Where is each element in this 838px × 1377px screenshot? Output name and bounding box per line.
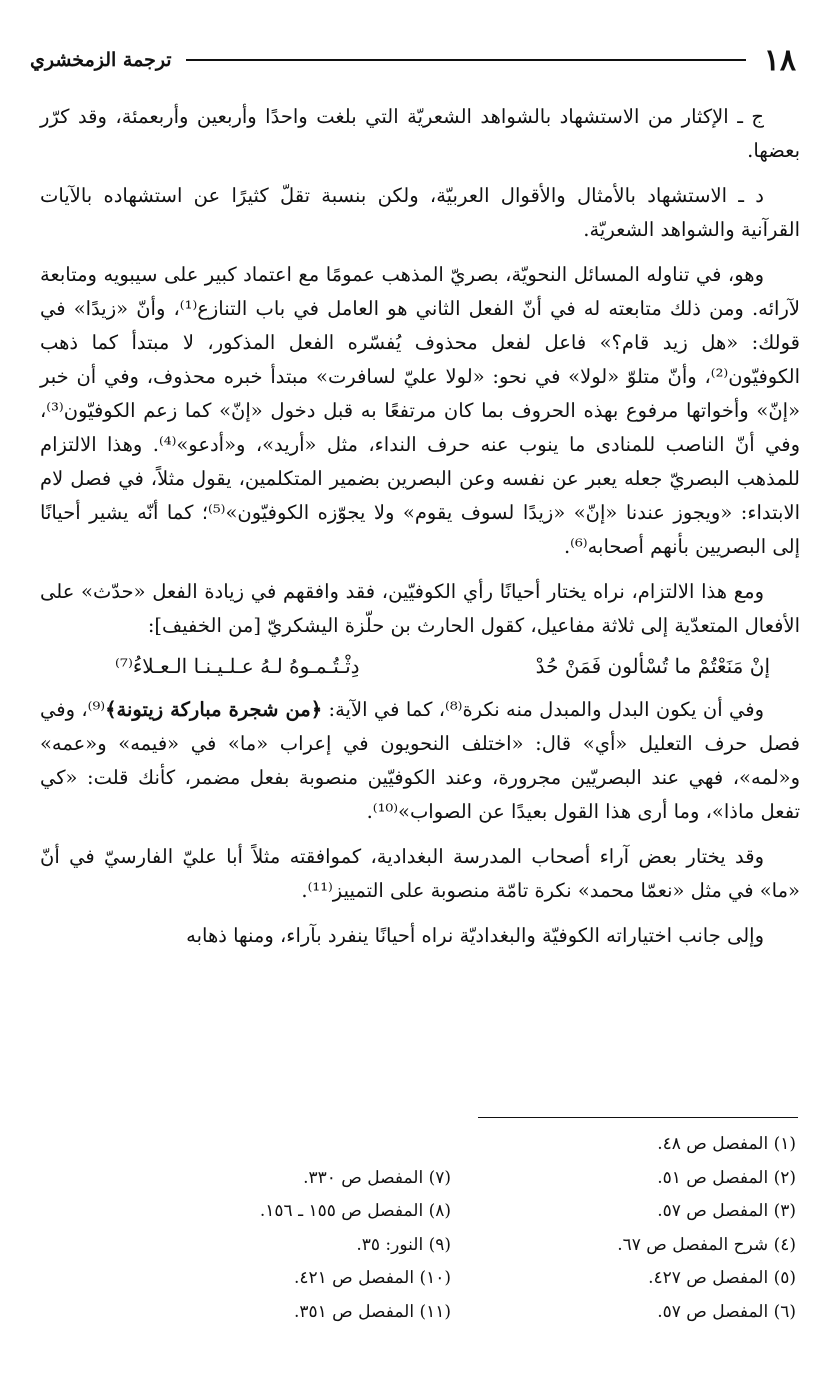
footnote-2: (٢) المفصل ص ٥١. xyxy=(657,1167,796,1188)
running-title: ترجمة الزمخشري xyxy=(30,49,172,71)
footnotes xyxy=(40,1128,796,1329)
footnote-9: (٩) النور: ٣٥. xyxy=(356,1234,451,1255)
footnote-5: (٥) المفصل ص ٤٢٧. xyxy=(648,1268,796,1288)
footnote-11: (١١) المفصل ص ٣٥١. xyxy=(293,1301,451,1322)
paragraph-6: وقد يختار بعض آراء أصحاب المدرسة البغدادية، كموافقته مثلاً أبا عليّ الفارسيّ في أنّ «ما» في مثل «نعمّا محمد» نكرة تامّة منصوبة على التمييز⁽¹¹⁾. xyxy=(40,845,800,902)
paragraph-4: ومع هذا الالتزام، نراه يختار أحيانًا رأي الكوفيّين، فقد وافقهم في زيادة الفعل «حدّث» على الأفعال المتعدّية إلى ثلاثة مفاعيل، كقول الحارث بن حلّزة اليشكريّ [من الخفيف]: xyxy=(40,580,800,637)
paragraph-1: ج ـ الإكثار من الاستشهاد بالشواهد الشعريّة التي بلغت واحدًا وأربعين وأربعمئة، وقد كرّر بعضها. xyxy=(40,105,800,162)
body-text xyxy=(40,100,800,964)
page-header xyxy=(30,40,796,80)
footnote-10: (١٠) المفصل ص ٤٢١. xyxy=(293,1268,451,1288)
header-rule xyxy=(186,59,746,61)
quran-quote: ﴿من شجرة مباركة زيتونة﴾ xyxy=(105,698,323,721)
footnote-1: (١) المفصل ص ٤٨. xyxy=(657,1134,796,1154)
paragraph-5-start: وفي أن يكون البدل والمبدل منه نكرة⁽⁸⁾، كما في الآية: xyxy=(322,698,764,721)
paragraph-5-rest: ⁽⁹⁾، وفي فصل حرف التعليل «أي» قال: «اختلف النحويون في إعراب «ما» في «فيمه» و«عمه» و«لمه»، فهي عند البصريّين مجرورة، وعند الكوفيّين منصوبة بفعل مضمر، كأنك قلت: «كي تفعل ماذا»، وما أرى هذا القول بعيدًا عن الصواب»⁽¹⁰⁾. xyxy=(40,698,800,823)
footnote-8: (٨) المفصل ص ١٥٥ ـ ١٥٦. xyxy=(259,1201,451,1221)
paragraph-5 xyxy=(40,693,800,829)
paragraph-2: د ـ الاستشهاد بالأمثال والأقوال العربيّة، ولكن بنسبة تقلّ كثيرًا عن استشهاده بالآيات القرآنية والشواهد الشعريّة. xyxy=(40,184,800,241)
footnotes-column-2 xyxy=(106,1128,451,1329)
footnotes-column-1 xyxy=(451,1128,796,1329)
page-number: ١٨ xyxy=(763,42,796,78)
verse-first-hemistich: إنْ مَنَعْتُمْ ما تُسْألون فَمَنْ حُدْ xyxy=(535,654,770,678)
footnote-rule xyxy=(478,1117,798,1118)
poetry-verse xyxy=(40,649,800,683)
footnote-6: (٦) المفصل ص ٥٧. xyxy=(657,1301,796,1322)
footnote-7: (٧) المفصل ص ٣٣٠. xyxy=(303,1167,451,1188)
paragraph-7: وإلى جانب اختياراته الكوفيّة والبغداديّة نراه أحيانًا ينفرد بآراء، ومنها ذهابه xyxy=(186,924,764,947)
footnote-3: (٣) المفصل ص ٥٧. xyxy=(657,1201,796,1221)
footnote-4: (٤) شرح المفصل ص ٦٧. xyxy=(617,1234,796,1255)
verse-second-hemistich: دِثْـتُـمـوهُ لـهُ عـلـيـنـا الـعـلاءُ⁽⁷⁾ xyxy=(115,654,360,678)
paragraph-3: وهو، في تناوله المسائل النحويّة، بصريّ المذهب عمومًا مع اعتماد كبير على سيبويه ومتابعة لآرائه. ومن ذلك متابعته له في أنّ الفعل الثاني هو العامل في باب التنازع⁽¹⁾، وأنّ «زيدًا» في قولك: «هل زيد قام؟» فاعل لفعل محذوف يُفسّره الفعل المذكور، لا مبتدأ كما ذهب الكوفيّون⁽²⁾، وأنّ متلوّ «لولا» في نحو: «لولا عليّ لسافرت» مبتدأ خبره محذوف، وفي أن خبر «إنّ» وأخواتها مرفوع بهذه الحروف بما كان مرتفعًا به قبل دخول «إنّ» كما زعم الكوفيّون⁽³⁾، وفي أنّ الناصب للمنادى ما ينوب عنه حرف النداء، مثل «أريد»، و«أدعو»⁽⁴⁾. وهذا الالتزام للمذهب البصريّ جعله يعبر عن نفسه وعن البصرين بضمير المتكلمين، يقول مثلاً، في فصل لام الابتداء: «ويجوز عندنا «إنّ» «زيدًا لسوف يقوم» ولا يجوّزه الكوفيّون»⁽⁵⁾؛ كما أنّه يشير أحيانًا إلى البصريين بأنهم أصحابه⁽⁶⁾. xyxy=(40,263,800,558)
